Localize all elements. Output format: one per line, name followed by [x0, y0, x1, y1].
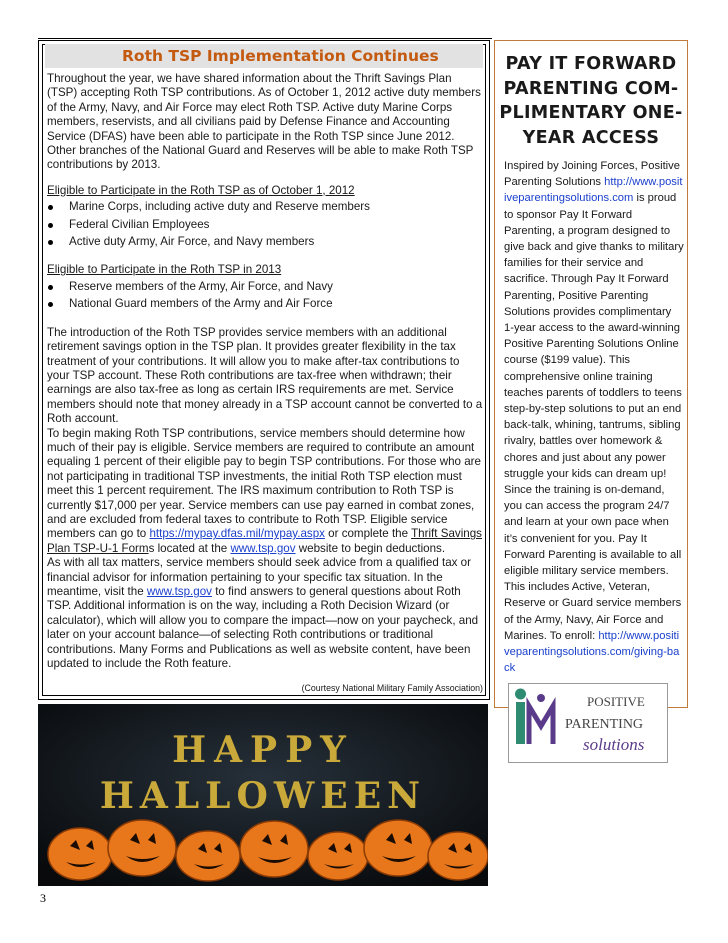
tsp-form-name: Thrift Savings Plan TSP-U-1 Form — [47, 527, 482, 555]
list-item: Marine Corps, including active duty and Reserve members — [47, 200, 483, 214]
positive-parenting-logo — [508, 683, 668, 763]
eligible-2013-heading: Eligible to Participate in the Roth TSP in 2013 — [47, 263, 282, 277]
sidebar-title: PAY IT FORWARD PARENTING COM- PLIMENTARY ONE- YEAR ACCESS — [499, 45, 683, 151]
bullet-icon — [48, 302, 53, 307]
contribution-paragraph: To begin making Roth TSP contributions, service members should determine how much of their pay is eligible. Service members are required to contribute an amount equaling 1 percent of their eligible pay to begin TSP contributions. For those who are not participating in traditional TSP investments, the initial Roth TSP election must meet this 1 percent requirement. The IRS maximum contribution to Roth TSP is currently $17,000 per year. Service members can use pay earned in combat zones, and are excluded from federal taxes to contribute to Roth TSP. Eligible service members can go to https://mypay.dfas.mil/mypay.aspx or complete the Thrift Savings Plan TSP-U-1 Forms located at the www.tsp.gov website to begin deductions. — [47, 426, 482, 555]
eligible-2012-heading: Eligible to Participate in the Roth TSP as of October 1, 2012 — [47, 183, 355, 197]
list-item: Reserve members of the Army, Air Force, and Navy — [47, 280, 483, 294]
logo-word-parenting: PARENTING — [565, 717, 644, 732]
pay-it-forward-sidebar — [494, 40, 688, 708]
tsp-gov-link[interactable]: www.tsp.gov — [230, 541, 296, 555]
courtesy-credit: (Courtesy National Military Family Association) — [301, 683, 483, 693]
sidebar-body: Inspired by Joining Forces, Positive Parenting Solutions http://www.positiveparentingsolutions.com is proud to sponsor Pay It Forward Parenting, a program designed to give back and give thanks to military families for their service and sacrifice. Through Pay It Forward Parenting, Positive Parenting Solutions provides complimentary 1-year access to the award-winning Positive Parenting Solutions Online course ($199 value). This comprehensive online training teaches parents of toddlers to teens step-by-step solutions to put an end back-talk, whining, tantrums, sibling rivalry, battles over homework & chores and just about any power struggle your kids can dream up! Since the training is on-demand, you can access the program 24/7 and learn at your own pace when it’s convenient for you. Pay It Forward Parenting is available to all eligible military service members. This includes Active, Veteran, Reserve or Guard service members of the Army, Navy, Air Force and Marines. To enroll: http://www.positiveparentingsolutions.com/giving-back — [504, 160, 684, 675]
giving-back-link[interactable]: http://www.positiveparentingsolutions.com/giving-back — [504, 629, 680, 675]
intro-paragraph: Throughout the year, we have shared information about the Thrift Savings Plan (TSP) accepting Roth TSP contributions. As of October 1, 2012 active duty members of the Army, Navy, and Air Force may elect Roth TSP. Active duty Marine Corps members, reservists, and all civilians paid by Defense Finance and Accounting Service (DFAS) have been able to participate in the Roth TSP since June 2012. Other branches of the National Guard and Reserves will be able to make Roth TSP contributions by 2013. — [47, 72, 481, 172]
positive-parenting-link[interactable]: http://www.positiveparentingsolutions.com — [504, 176, 683, 205]
tax-advice-paragraph: As with all tax matters, service members should seek advice from a qualified tax or financial advisor for information pertaining to your specific tax situation. In the meantime, visit the www.tsp.gov to find answers to general questions about Roth TSP. Additional information is on the way, including a Roth Decision Wizard (or calculator), which will allow you to compare the impact—now on your paycheck, and later on your account balance—of selecting Roth contributions or traditional contributions. Many Forms and Publications as well as website content, have been updated to include the Roth feature. — [47, 556, 479, 671]
roth-intro-paragraph: The introduction of the Roth TSP provides service members with an additional retirement savings option in the TSP plan. It provides greater flexibility in the tax treatment of your contributions. It will allow you to make after-tax contributions to your TSP account. These Roth contributions are tax-free when withdrawn; their earnings are also tax-free as long as certain IRS requirements are met. Service members should note that money already in a TSP account cannot be converted to a Roth account. — [47, 325, 483, 426]
bullet-icon — [48, 205, 53, 210]
bullet-icon — [48, 285, 53, 290]
list-item: Active duty Army, Air Force, and Navy members — [47, 235, 483, 249]
halloween-text: HALLOWEEN — [99, 775, 427, 817]
logo-word-positive: POSITIVE — [587, 694, 645, 709]
bullet-icon — [48, 240, 53, 245]
article-body — [47, 72, 483, 671]
happy-text: HAPPY — [172, 729, 354, 771]
mypay-link[interactable]: https://mypay.dfas.mil/mypay.aspx — [149, 527, 325, 541]
logo-word-solutions: solutions — [583, 735, 645, 754]
happy-halloween-image — [38, 704, 488, 886]
top-rule — [38, 38, 492, 39]
list-item: National Guard members of the Army and Air Force — [47, 297, 483, 311]
roth-tsp-article — [38, 40, 490, 700]
list-item: Federal Civilian Employees — [47, 218, 483, 232]
page-number: 3 — [40, 891, 46, 905]
eligible-2012-list — [47, 200, 483, 249]
tsp-gov-link-2[interactable]: www.tsp.gov — [146, 585, 212, 598]
bullet-icon — [48, 223, 53, 228]
eligible-2013-list — [47, 280, 483, 312]
article-title: Roth TSP Implementation Continues — [45, 44, 483, 68]
